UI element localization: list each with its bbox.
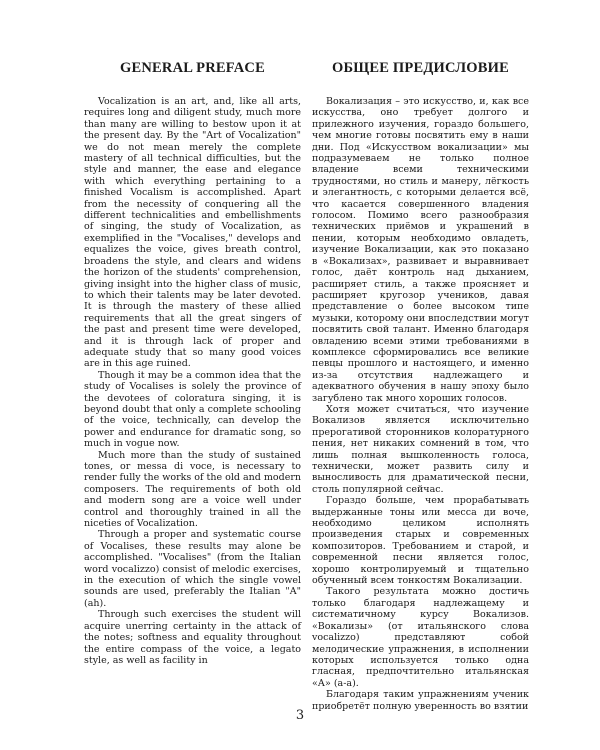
english-paragraph: Through a proper and systematic course of Vocalises, these results may alone be accomplished. "Vocalises" (from the Italian word vocalizzo) consist of melodic exercises, in the execution of which the single vowel sounds are used, preferably the Italian "A" (ah). bbox=[84, 529, 301, 609]
english-paragraph: Much more than the study of sustained tones, or messa di voce, is necessary to render fully the works of the old and modern composers. The requirements of both old and modern song are a voice well under control and thoroughly trained in all the niceties of Vocalization. bbox=[84, 449, 301, 530]
russian-paragraph: Вокализация – это искусство, и, как все искусства, оно требует долгого и прилежного изучения, гораздо большего, чем многие готовы посвятить ему в наши дни. Под «Искусством вокализации» мы подразумеваем не только полное владение всеми техническими трудностями, но стиль и манеру, лёгкость и элегантность, с которыми делается всё, что касается совершенного владения голосом. Помимо всего разнообразия технических приёмов и украшений в пении, которым необходимо овладеть, изучение Вокализации, как это показано в «Вокализах», развивает и выравнивает голос, даёт контроль над дыханием, расширяет стиль, а также проясняет и расширяет кругозор учеников, давая представление о более высоком типе музыки, которому они впоследствии могут посвятить свой талант. Именно благодаря овладению всеми этими требованиями в комплексе сформировались все великие певцы прошлого и настоящего, и именно из-за отсутствия надлежащего и адекватного обучения в нашу эпоху было загублено так много хороших голосов. bbox=[312, 96, 529, 404]
page-number: 3 bbox=[295, 708, 305, 723]
russian-paragraph: Благодаря таким упражнениям ученик приобретёт полную уверенность во взятии bbox=[312, 689, 529, 712]
russian-heading: ОБЩЕЕ ПРЕДИСЛОВИЕ bbox=[331, 60, 510, 76]
english-paragraph: Though it may be a common idea that the study of Vocalises is solely the province of the devotees of coloratura singing, it is beyond doubt that only a complete schooling of the voice, technically, can develop the power and endurance for dramatic song, so much in vogue now. bbox=[84, 369, 301, 450]
english-paragraph: Vocalization is an art, and, like all arts, requires long and diligent study, much more than many are willing to bestow upon it at the present day. By the "Art of Vocalization" we do not mean merely the complete mastery of all technical difficulties, but the style and manner, the ease and elegance with which everything pertaining to a finished Vocalism is accomplished. Apart from the necessity of conquering all the different technicalities and embellishments of singing, the study of Vocalization, as exemplified in the "Vocalises," develops and equalizes the voice, gives breath control, broadens the style, and clears and widens the horizon of the students' comprehension, giving insight into the higher class of music, to which their talents may be later devoted. It is through the mastery of these allied requirements that all the great singers of the past and present time were developed, and it is through lack of proper and adequate study that so many good voices are in this age ruined. bbox=[84, 96, 301, 370]
english-column bbox=[84, 60, 301, 666]
russian-column bbox=[312, 60, 529, 712]
russian-paragraph: Такого результата можно достичь только благодаря надлежащему и систематичному курсу Вокализов. «Вокализы» (от итальянского слова vocalizzo) представляют собой мелодические упражнения, в исполнении которых используется только одна гласная, предпочтительно итальянская «А» (а-а). bbox=[312, 586, 529, 689]
russian-paragraph: Хотя может считаться, что изучение Вокализов является исключительно прерогативой сторонников колоратурного пения, нет никаких сомнений в том, что лишь полная вышколенность голоса, технически, может развить силу и выносливость для драматической песни, столь популярной сейчас. bbox=[312, 403, 529, 495]
russian-paragraph: Гораздо больше, чем прорабатывать выдержанные тоны или месса ди воче, необходимо целиком исполнять произведения старых и современных композиторов. Требованием и старой, и современной песни является голос, хорошо контролируемый и тщательно обученный всем тонкостям Вокализации. bbox=[312, 495, 529, 587]
english-heading: GENERAL PREFACE bbox=[120, 60, 265, 76]
english-paragraph: Through such exercises the student will acquire unerring certainty in the attack of the notes; softness and equality throughout the entire compass of the voice, a legato style, as well as facility in bbox=[84, 609, 301, 666]
